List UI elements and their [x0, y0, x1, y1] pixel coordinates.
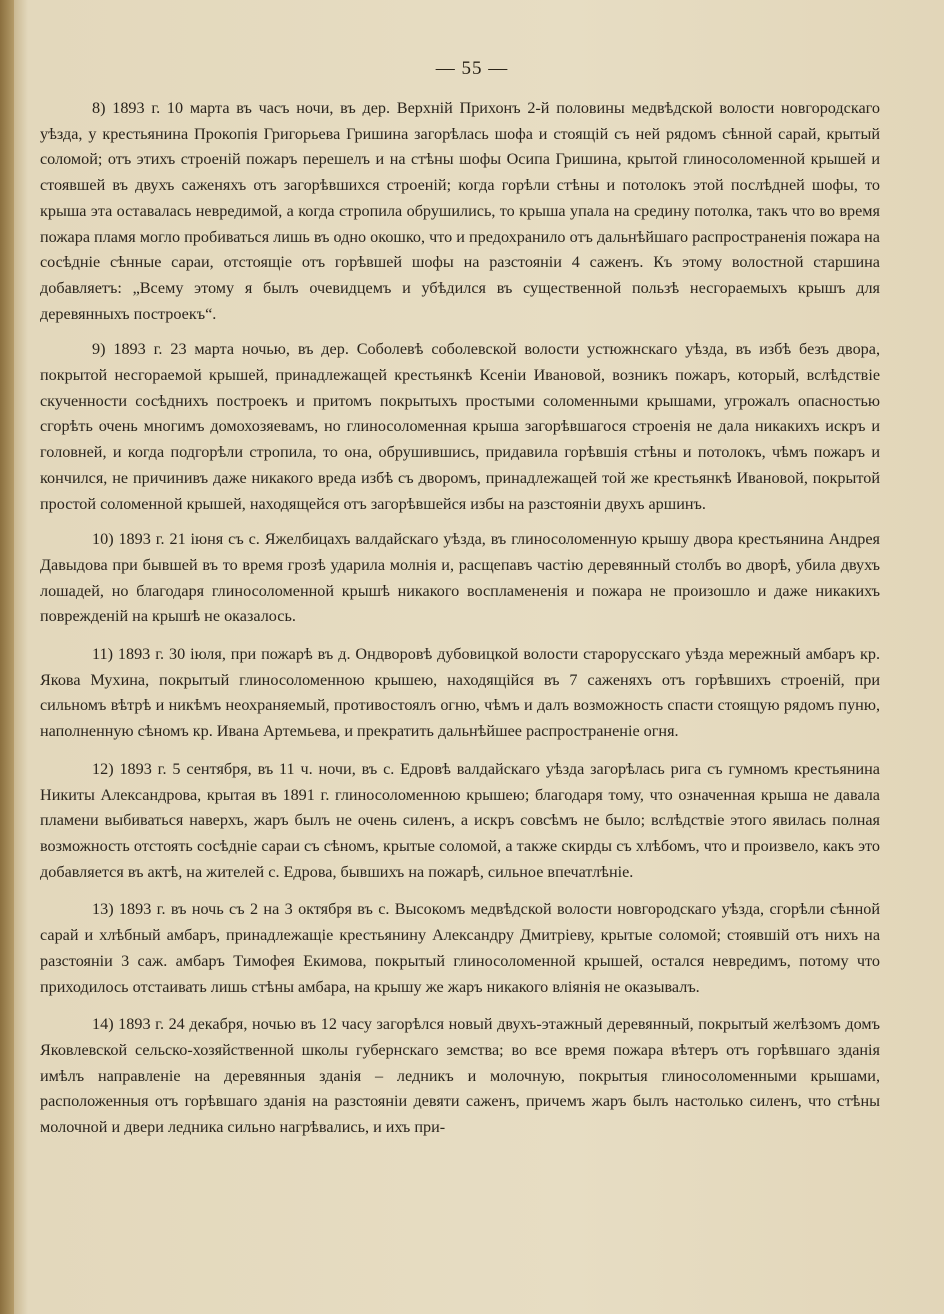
page-number: — 55 — [435, 58, 509, 79]
paragraph-item-14: 14) 1893 г. 24 декабря, ночью въ 12 часу загорѣлся новый двухъ-этажный деревянный, покрытый желѣзомъ домъ Яковлевской сельско-хозяйственной школы губернскаго земства; во все время пожара вѣтеръ отъ горѣвшаго зданія имѣлъ направленіе на деревянныя зданія – ледникъ и молочную, покрытыя глиносоломенными крышами, расположенныя отъ горѣвшаго зданія на разстояніи девяти саженъ, причемъ жаръ былъ настолько силенъ, что стѣны молочной и двери ледника сильно нагрѣвались, и ихъ при- [40, 1015, 880, 1137]
paragraph-item-8: 8) 1893 г. 10 марта въ часъ ночи, въ дер. Верхній Прихонъ 2-й половины медвѣдской волости новгородскаго уѣзда, у крестьянина Прокопія Григорьева Гришина загорѣлась шофа и стоящій съ ней рядомъ сѣнной сарай, крытый соломой; отъ этихъ строеній пожаръ перешелъ и на стѣны шофы Осипа Гришина, крытой глиносоломенной крышей и стоявшей въ двухъ саженяхъ отъ загорѣвшихся строеній; когда горѣли стѣны и потолокъ этой послѣдней шофы, то крыша эта оставалась невредимой, а когда стропила обрушились, то крыша упала на средину потолка, такъ что во время пожара пламя могло пробиваться лишь въ одно окошко, что и предохранило отъ дальнѣйшаго распространенія пожара на сосѣдніе сѣнные сараи, отстоящіе отъ горѣвшей шофы на разстояніи 4 саженъ. Къ этому волостной старшина добавляетъ: „Всему этому я былъ очевидцемъ и убѣдился въ существенной пользѣ несгораемыхъ крышъ для деревянныхъ построекъ“. [40, 99, 880, 323]
paragraph-item-12: 12) 1893 г. 5 сентября, въ 11 ч. ночи, въ с. Едровѣ валдайскаго уѣзда загорѣлась рига съ гумномъ крестьянина Никиты Александрова, крытая въ 1891 г. глиносоломенною крышею; благодаря тому, что означенная крыша не давала пламени выбиваться наверхъ, жаръ былъ не очень силенъ, а искръ совсѣмъ не было; вслѣдствіе этого явилась полная возможность отстоять сосѣдніе сараи съ сѣномъ, крытые соломой, а также скирды съ хлѣбомъ, что и произвело, какъ это добавляется въ актѣ, на жителей с. Едрова, бывшихъ на пожарѣ, сильное впечатлѣніе. [40, 759, 880, 881]
paragraph-item-9: 9) 1893 г. 23 марта ночью, въ дер. Соболевѣ соболевской волости устюжнскаго уѣзда, въ избѣ безъ двора, покрытой несгораемой крышей, принадлежащей крестьянкѣ Ксеніи Ивановой, возникъ пожаръ, который, вслѣдствіе скученности сосѣднихъ построекъ и притомъ покрытыхъ простыми соломенными крышами, угрожалъ опасностью сгорѣть очень многимъ домохозяевамъ, но глиносоломенная крыша загорѣвшагося строенія не дала никакихъ искръ и головней, и когда подгорѣли стропила, то она, обрушившись, придавила горѣвшія стѣны и потолокъ, чѣмъ пожаръ и кончился, не причинивъ даже никакого вреда избѣ съ дворомъ, принадлежащей той же крестьянкѣ Ивановой, покрытой простой соломенной крышей, находящейся отъ загорѣвшейся избы на разстояніи двухъ аршинъ. [40, 340, 880, 513]
paragraph-item-13: 13) 1893 г. въ ночь съ 2 на 3 октября въ с. Высокомъ медвѣдской волости новгородскаго уѣзда, сгорѣли сѣнной сарай и хлѣбный амбаръ, принадлежащіе крестьянину Александру Дмитріеву, крытые соломой; стоявшій отъ нихъ на разстояніи 3 саж. амбаръ Тимофея Екимова, покрытый глиносоломенной крышей, остался невредимъ, потому что приходилось отстаивать лишь стѣны амбара, на крышу же жаръ никакого вліянія не оказывалъ. [40, 900, 880, 996]
page-binding-edge [0, 0, 14, 1314]
page-body-text [40, 96, 880, 1153]
paragraph-item-11: 11) 1893 г. 30 іюля, при пожарѣ въ д. Ондворовѣ дубовицкой волости старорусскаго уѣзда мережный амбаръ кр. Якова Мухина, покрытый глиносоломенною крышею, находящійся въ 7 саженяхъ отъ горѣвшихъ строеній, при сильномъ вѣтрѣ и никѣмъ неохраняемый, противостоялъ огню, чѣмъ и далъ возможность спасти стоящую рядомъ пуню, наполненную сѣномъ кр. Ивана Артемьева, и прекратить дальнѣйшее распространеніе огня. [40, 645, 880, 741]
paragraph-item-10: 10) 1893 г. 21 іюня съ с. Яжелбицахъ валдайскаго уѣзда, въ глиносоломенную крышу двора крестьянина Андрея Давыдова при бывшей въ то время грозѣ ударила молнія и, расщепавъ частію деревянный столбъ во дворѣ, убила двухъ лошадей, но благодаря глиносоломенной крышѣ никакого воспламененія и пожара не произошло и даже никакихъ поврежденій на крышѣ не оказалось. [40, 530, 880, 626]
